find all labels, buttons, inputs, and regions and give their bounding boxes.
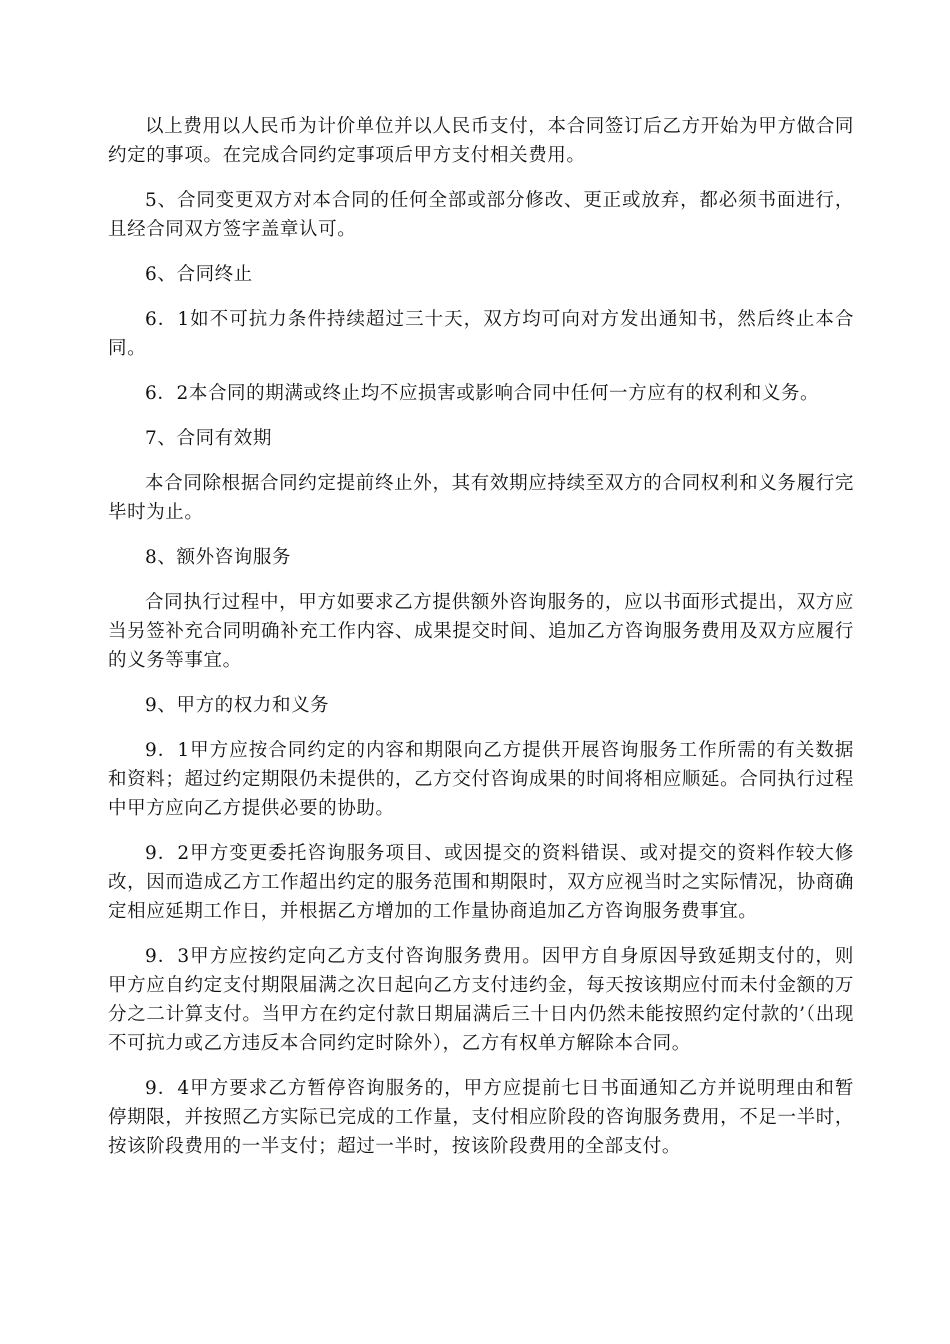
paragraph-contract-change: 5、合同变更双方对本合同的任何全部或部分修改、更正或放弃，都必须书面进行，且经合同双方签字盖章认可。 bbox=[108, 190, 854, 240]
paragraph-party-a-9-4: 9．4甲方要求乙方暂停咨询服务的，甲方应提前七日书面通知乙方并说明理由和暂停期限，并按照乙方实际已完成的工作量，支付相应阶段的咨询服务费用，不足一半时，按该阶段费用的一半支付；超过一半时，按该阶段费用的全部支付。 bbox=[108, 1078, 854, 1157]
paragraph-validity: 本合同除根据合同约定提前终止外，其有效期应持续至双方的合同权利和义务履行完毕时为止。 bbox=[108, 473, 854, 523]
document-body bbox=[108, 112, 854, 1177]
paragraph-termination-6-2: 6．2本合同的期满或终止均不应损害或影响合同中任何一方应有的权利和义务。 bbox=[145, 383, 820, 404]
paragraph-party-a-9-3: 9．3甲方应按约定向乙方支付咨询服务费用。因甲方自身原因导致延期支付的，则甲方应自约定支付期限届满之次日起向乙方支付违约金，每天按该期应付而未付金额的万分之二计算支付。当甲方在约定付款日期届满后三十日内仍然未能按照约定付款的’（出现不可抗力或乙方违反本合同约定时除外），乙方有权单方解除本合同。 bbox=[108, 946, 854, 1054]
paragraph-party-a-9-1: 9．1甲方应按合同约定的内容和期限向乙方提供开展咨询服务工作所需的有关数据和资料；超过约定期限仍未提供的，乙方交付咨询成果的时间将相应顺延。合同执行过程中甲方应向乙方提供必要的协助。 bbox=[108, 740, 854, 819]
paragraph-termination-6-1: 6．1如不可抗力条件持续超过三十天，双方均可向对方发出通知书，然后终止本合同。 bbox=[108, 309, 854, 359]
heading-extra-consulting: 8、额外咨询服务 bbox=[145, 547, 292, 568]
paragraph-fee-payment: 以上费用以人民币为计价单位并以人民币支付，本合同签订后乙方开始为甲方做合同约定的事项。在完成合同约定事项后甲方支付相关费用。 bbox=[108, 116, 854, 166]
heading-party-a-rights: 9、甲方的权力和义务 bbox=[145, 695, 330, 716]
paragraph-party-a-9-2: 9．2甲方变更委托咨询服务项目、或因提交的资料错误、或对提交的资料作较大修改，因而造成乙方工作超出约定的服务范围和期限时，双方应视当时之实际情况，协商确定相应延期工作日，并根据乙方增加的工作量协商追加乙方咨询服务费事宜。 bbox=[108, 843, 854, 922]
heading-contract-validity: 7、合同有效期 bbox=[145, 428, 272, 449]
heading-contract-termination: 6、合同终止 bbox=[145, 264, 253, 285]
paragraph-extra-consulting: 合同执行过程中，甲方如要求乙方提供额外咨询服务的，应以书面形式提出，双方应当另签补充合同明确补充工作内容、成果提交时间、追加乙方咨询服务费用及双方应履行的义务等事宜。 bbox=[108, 592, 854, 671]
